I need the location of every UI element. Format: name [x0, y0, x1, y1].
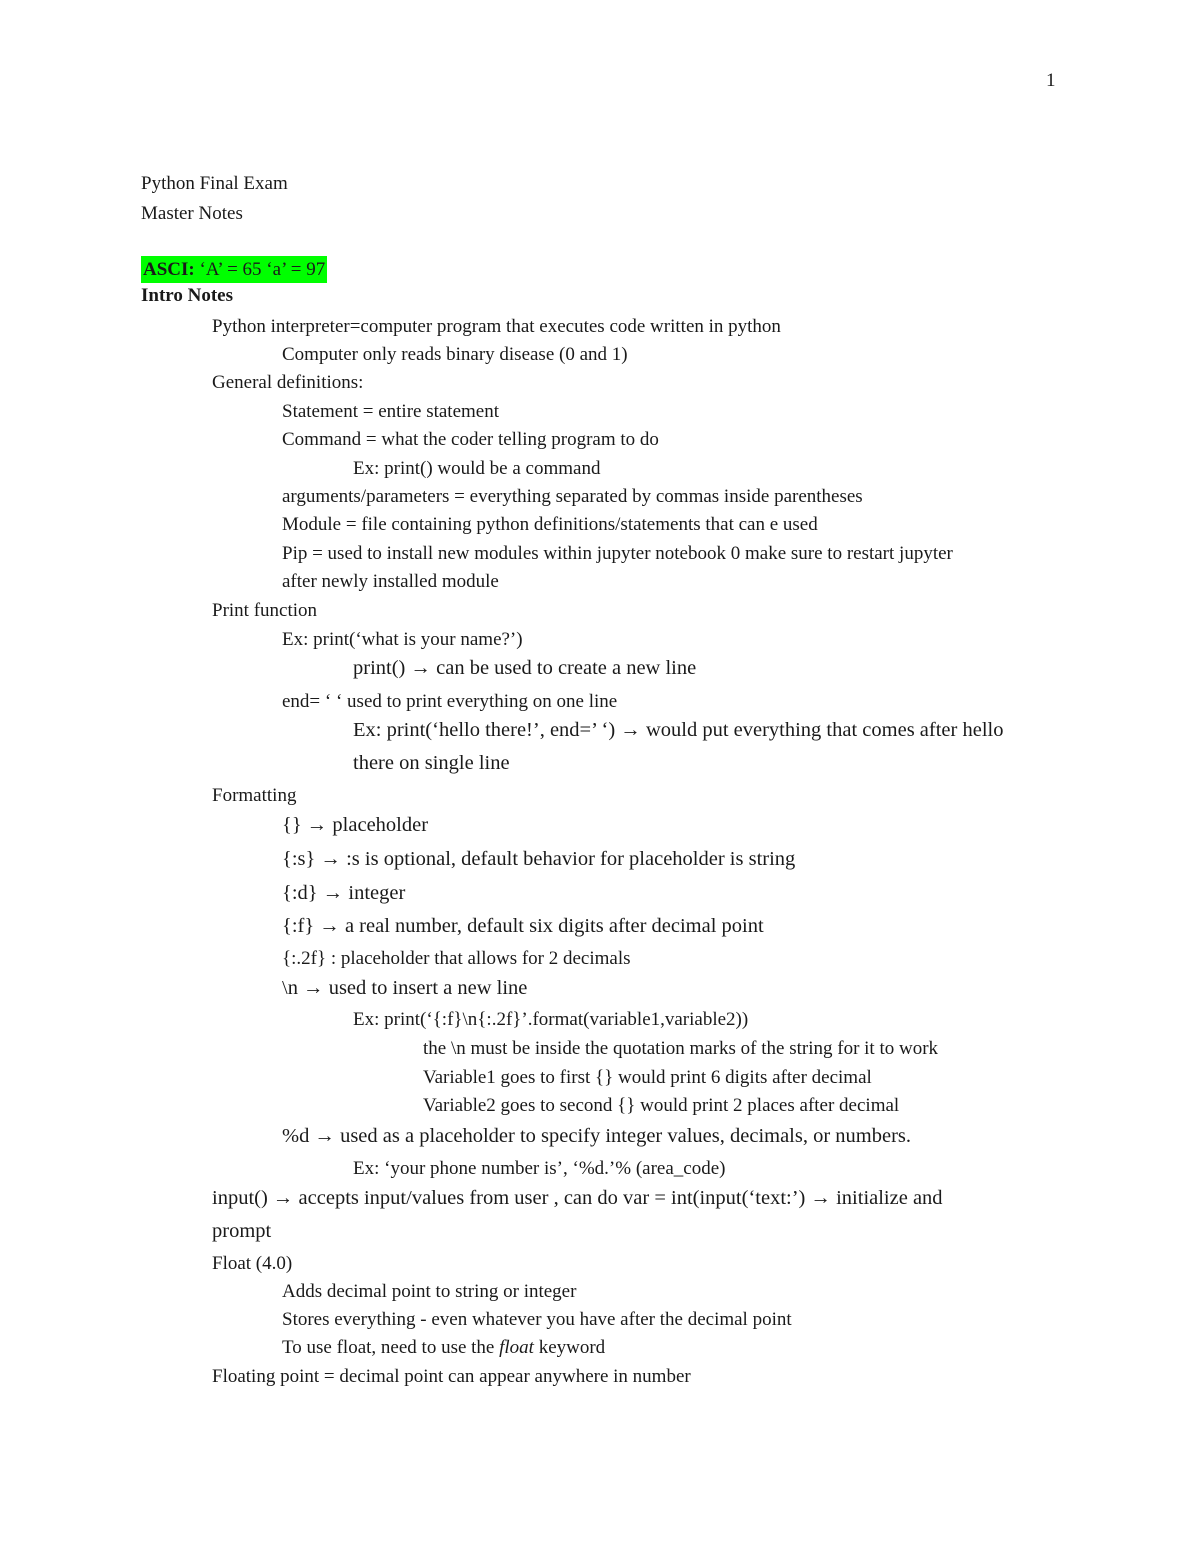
list-item-text-content: print() → can be used to create a new line [353, 657, 697, 679]
list-item-text [423, 1035, 938, 1063]
list-item-text [353, 654, 696, 682]
page-number: 1 [1046, 70, 1056, 91]
list-item-text-content: Float (4.0) [212, 1253, 293, 1274]
list-item-text [282, 398, 499, 426]
list-item-text [282, 341, 628, 369]
list-item-text-content: Floating point = decimal point can appear anywhere in number [212, 1366, 691, 1387]
list-item-text [353, 1006, 748, 1034]
list-item-text-content: end= ‘ ‘ used to print everything on one line [282, 691, 618, 712]
document-header [141, 169, 288, 229]
list-item-text-content: Computer only reads binary disease (0 and 1) [282, 344, 628, 365]
list-item-text-content: there on single line [353, 752, 510, 774]
list-item-text-content: the \n must be inside the quotation marks of the string for it to work [423, 1038, 939, 1059]
list-item-text [282, 845, 795, 873]
list-item-text [212, 597, 317, 625]
list-item-text [282, 483, 863, 511]
list-item-text-content: Statement = entire statement [282, 401, 500, 422]
list-item-text [212, 1184, 943, 1212]
list-item-text-content: To use float, need to use the [282, 1337, 500, 1358]
list-item-text [212, 369, 363, 397]
list-item-text [282, 1334, 605, 1362]
list-item-text-content: Ex: print(‘{:f}\n{:.2f}’.format(variable1,variable2)) [353, 1009, 749, 1030]
list-item-text [212, 782, 296, 810]
list-item-text-content: \n → used to insert a new line [282, 977, 528, 999]
list-item-text-content: Pip = used to install new modules within jupyter notebook 0 make sure to restart jupyter [282, 543, 953, 564]
list-item-text [212, 1217, 271, 1245]
list-item-text [282, 879, 405, 907]
list-item-text [282, 912, 764, 940]
list-item-text-content: Command = what the coder telling program to do [282, 429, 659, 450]
document-title: Python Final Exam [141, 173, 288, 194]
list-item-text [282, 511, 818, 539]
list-item-text-content: General definitions: [212, 372, 364, 393]
list-item-text-content: Ex: ‘your phone number is’, ‘%d.’% (area_code) [353, 1158, 726, 1179]
float-keyword: float [499, 1337, 534, 1358]
list-item-text-content: {:.2f} : placeholder that allows for 2 decimals [282, 948, 631, 969]
list-item-text-content: Variable2 goes to second {} would print 2 places after decimal [423, 1095, 900, 1116]
list-item-text [282, 568, 499, 596]
list-item-text [282, 811, 428, 839]
list-item-text [353, 716, 1003, 744]
list-item-text-content: %d → used as a placeholder to specify integer values, decimals, or numbers. [282, 1125, 912, 1147]
list-item-text-content: after newly installed module [282, 571, 499, 592]
list-item-text [423, 1064, 872, 1092]
list-item-text [282, 626, 523, 654]
list-item-text-content: {} → placeholder [282, 814, 429, 836]
list-item-text-content: Variable1 goes to first {} would print 6 digits after decimal [423, 1067, 872, 1088]
list-item-text [353, 749, 510, 777]
list-item-text-content: Ex: print(‘what is your name?’) [282, 629, 523, 650]
list-item-text [212, 1250, 292, 1278]
list-item-text-content: Module = file containing python definitions/statements that can e used [282, 514, 818, 535]
list-item-text-content: {:d} → integer [282, 882, 406, 904]
list-item-text [282, 1122, 911, 1150]
list-item-text-content: Ex: print(‘hello there!’, end=’ ‘) → would put everything that comes after hello [353, 719, 1004, 741]
float-keyword-suffix: keyword [533, 1337, 606, 1358]
list-item-text [212, 1363, 691, 1391]
list-item-text [353, 1155, 725, 1183]
list-item-text [353, 455, 600, 483]
list-item-text [282, 945, 631, 973]
list-item-text-content: Formatting [212, 785, 297, 806]
list-item-text [282, 426, 659, 454]
list-item-text-content: input() → accepts input/values from user , can do var = int(input(‘text:’) → initialize and [212, 1187, 943, 1209]
list-item-text [282, 1278, 576, 1306]
list-item-text [282, 974, 527, 1002]
list-item-text [282, 688, 617, 716]
section-title: Intro Notes [141, 285, 234, 306]
list-item-text-content: Python interpreter=computer program that executes code written in python [212, 316, 781, 337]
list-item-text-content: Adds decimal point to string or integer [282, 1281, 577, 1302]
list-item-text [282, 540, 953, 568]
ascii-highlight [141, 256, 327, 283]
list-item-text-content: {:s} → :s is optional, default behavior for placeholder is string [282, 848, 796, 870]
ascii-label: ASCI: [143, 259, 195, 280]
ascii-values: ‘A’ = 65 ‘a’ = 97 [194, 259, 326, 280]
list-item-text [423, 1092, 899, 1120]
document-subtitle: Master Notes [141, 203, 243, 224]
list-item-text-content: Print function [212, 600, 318, 621]
list-item-text-content: prompt [212, 1220, 272, 1242]
list-item-text-content: Ex: print() would be a command [353, 458, 601, 479]
list-item-text [212, 313, 781, 341]
list-item-text-content: arguments/parameters = everything separated by commas inside parentheses [282, 486, 863, 507]
list-item-text [282, 1306, 792, 1334]
list-item-text-content: Stores everything - even whatever you have after the decimal point [282, 1309, 792, 1330]
list-item-text-content: {:f} → a real number, default six digits after decimal point [282, 915, 764, 937]
